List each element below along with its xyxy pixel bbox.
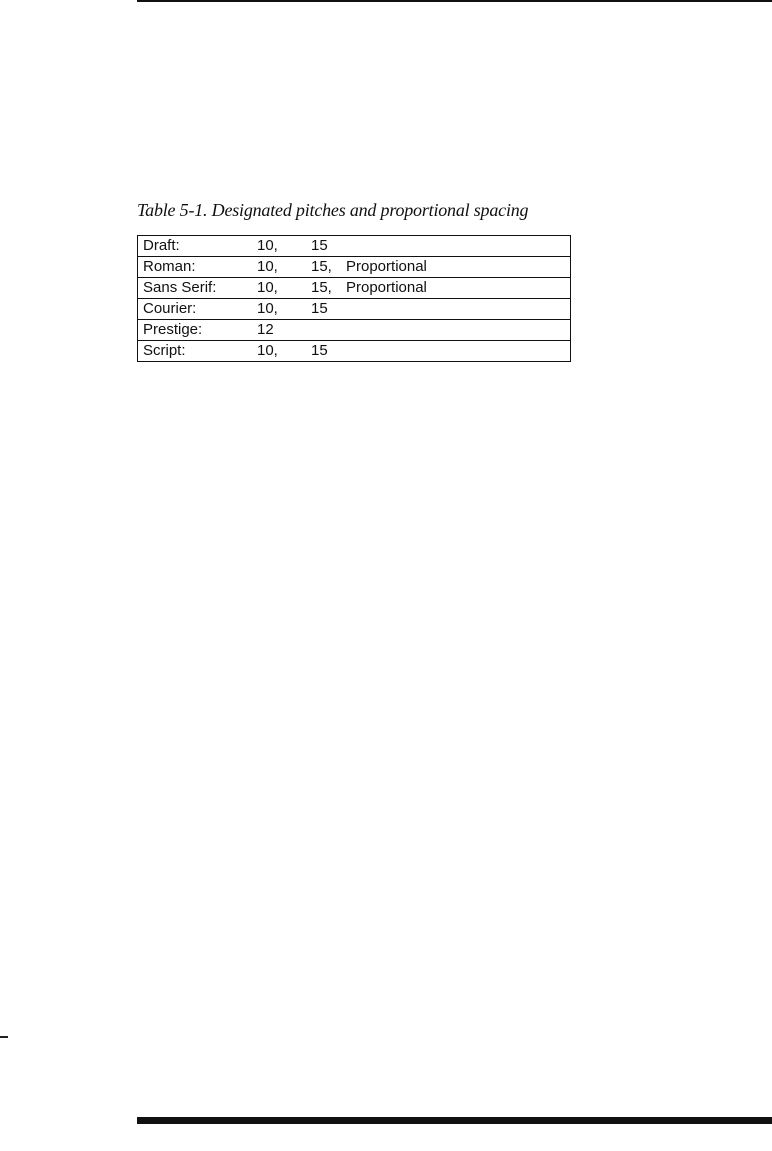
table-row <box>138 236 571 257</box>
font-name-cell: Roman: <box>138 257 258 278</box>
font-name-cell: Draft: <box>138 236 258 257</box>
pitch-cell: 15, <box>311 257 346 278</box>
pitch-cell: 15 <box>311 341 346 362</box>
font-name-cell: Script: <box>138 341 258 362</box>
pitch-cell: 10, <box>257 299 311 320</box>
table-row <box>138 278 571 299</box>
pitch-cell: 12 <box>257 320 311 341</box>
font-name-cell: Courier: <box>138 299 258 320</box>
font-name-cell: Prestige: <box>138 320 258 341</box>
spacing-cell <box>346 320 571 341</box>
spacing-cell: Proportional <box>346 278 571 299</box>
table-row <box>138 299 571 320</box>
spacing-cell <box>346 236 571 257</box>
table-row <box>138 320 571 341</box>
spacing-cell <box>346 341 571 362</box>
pitch-table <box>137 235 571 362</box>
margin-tick-mark <box>0 1036 8 1038</box>
pitch-cell: 10, <box>257 257 311 278</box>
pitch-cell: 10, <box>257 236 311 257</box>
table-row <box>138 341 571 362</box>
top-rule <box>137 0 772 2</box>
bottom-rule <box>137 1117 772 1124</box>
pitch-cell: 10, <box>257 341 311 362</box>
table-caption: Table 5-1. Designated pitches and proportional spacing <box>137 200 529 220</box>
spacing-cell: Proportional <box>346 257 571 278</box>
pitch-cell: 10, <box>257 278 311 299</box>
pitch-cell: 15 <box>311 236 346 257</box>
spacing-cell <box>346 299 571 320</box>
pitch-cell <box>311 320 346 341</box>
table-row <box>138 257 571 278</box>
pitch-cell: 15 <box>311 299 346 320</box>
font-name-cell: Sans Serif: <box>138 278 258 299</box>
pitch-cell: 15, <box>311 278 346 299</box>
